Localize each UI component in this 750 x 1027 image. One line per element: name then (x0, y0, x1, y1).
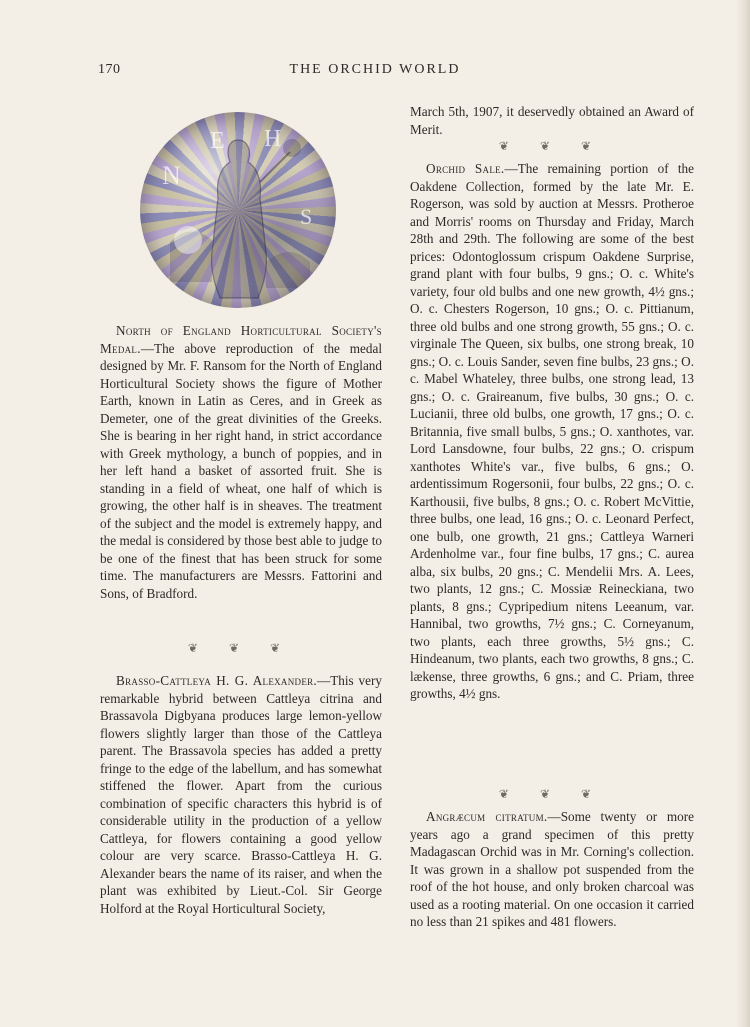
section-ornament: ❦ ❦ ❦ (498, 787, 606, 801)
article-medal-title: North of England Horticultural Society's Medal. (100, 323, 382, 356)
page-number: 170 (98, 62, 121, 77)
article-brasso-cattleya-body: —This very remarkable hybrid between Cattleya citrina and Brassavola Digbyana produces large lemon-yellow flowers slightly larger than those of the Cattleya parent. The Brassavola species has added a pretty fringe to the edge of the labellum, and has somewhat stiffened the flower. Apart from the curious combination of specific characters this hybrid is of considerable utility in the production of a yellow Cattleya, for flowers containing a good yellow colour are very scarce. Brasso-Cattleya H. G. Alexander bears the name of its raiser, and when the plant was exhibited by Lieut.-Col. Sir George Holford at the Royal Horticultural Society, (100, 673, 382, 916)
article-orchid-sale-title: Orchid Sale. (426, 161, 505, 176)
medal-figure (140, 112, 336, 308)
article-award-continuation-body: March 5th, 1907, it deservedly obtained an Award of Merit. (410, 104, 694, 137)
section-ornament: ❦ ❦ ❦ (187, 641, 295, 655)
medal-illustration (140, 112, 336, 308)
article-orchid-sale-body: —The remaining portion of the Oakdene Collection, formed by the late Mr. E. Rogerson, was sold by auction at Messrs. Protheroe and Morris' rooms on Thursday and Friday, March 28th and 29th. The following are some of the best prices: Odontoglossum crispum Oakdene Surprise, grand plant with four bulbs, 9 gns.; O. c. White's variety, four old bulbs and one new growth, 4½ gns.; O. c. Chesters Rogerson, 10 gns.; O. c. Pittianum, three old bulbs and one strong growth, 55 gns.; O. c. virginale The Queen, six bulbs, one strong break, 10 gns.; O. c. Louis Sander, seven fine bulbs, 23 gns.; O. c. Mabel Whateley, three bulbs, one strong lead, 13 gns.; O. c. Graireanum, five bulbs, 30 gns.; O. c. Lucianii, three old bulbs, one growth, 17 gns.; O. c. Britannia, five small bulbs, 5 gns.; O. xanthotes, var. Lord Lansdowne, four bulbs, 22 gns.; O. crispum xanthotes White's var., five bulbs, 6 gns.; O. ardentissimum Rogersonii, four bulbs, 22 gns.; O. c. Karthousii, five bulbs, 8 gns.; O. c. Robert McVittie, three bulbs, one lead, 16 gns.; O. c. Leonard Perfect, one bulb, one growth, 21 gns.; Cattleya Warneri Ardenholme var., four fine bulbs, 17 gns.; C. aurea alba, six bulbs, 20 gns.; C. Mendelii Mrs. A. Lees, two plants, 12 gns.; C. Mossiæ Reineckiana, two plants, 8 gns.; Cypripedium nitens Leeanum, var. Hannibal, two growths, 7½ gns.; C. Corneyanum, two plants, each three growths, 5½ gns.; C. Hindeanum, two plants, each two growths, 8 gns.; C. lækense, three growths, 6 gns.; and C. Priam, three growths, 4½ gns. (410, 161, 694, 701)
article-medal (100, 322, 382, 602)
page-edge (736, 0, 750, 1027)
article-medal-body: —The above reproduction of the medal designed by Mr. F. Ransom for the North of England Horticultural Society shows the figure of Mother Earth, known in Latin as Ceres, and in Greek as Demeter, one of the great divinities of the Greeks. She is bearing in her right hand, in strict accordance with Greek mythology, a bunch of poppies, and in her left hand a basket of assorted fruit. She is standing in a field of wheat, one half of which is growing, the other half is in sheaves. The treatment of the subject and the model is extremely happy, and the medal is considered by those best able to judge to be one of the finest that has been struck for some time. The manufacturers are Messrs. Fattorini and Sons, of Bradford. (100, 340, 382, 601)
article-orchid-sale (410, 160, 694, 703)
medal-letter-h: H (264, 126, 282, 152)
article-award-continuation (410, 103, 694, 138)
medal-letter-e: E (210, 128, 225, 154)
article-brasso-cattleya-title: Brasso-Cattleya H. G. Alexander. (116, 673, 318, 688)
article-angraecum-title: Angræcum citratum. (426, 809, 548, 824)
article-angraecum (410, 808, 694, 931)
article-angraecum-body: —Some twenty or more years ago a grand specimen of this pretty Madagascan Orchid was in Mr. Corning's collection. It was grown in a shallow pot suspended from the roof of the hot house, and only broken charcoal was used as a rooting material. On one occasion it carried no less than 21 spikes and 481 flowers. (410, 809, 694, 929)
article-brasso-cattleya (100, 672, 382, 917)
medal-letter-n: N (162, 161, 181, 190)
medal-letter-s: S (300, 204, 313, 229)
running-head: THE ORCHID WORLD (289, 62, 461, 77)
section-ornament: ❦ ❦ ❦ (498, 139, 606, 153)
